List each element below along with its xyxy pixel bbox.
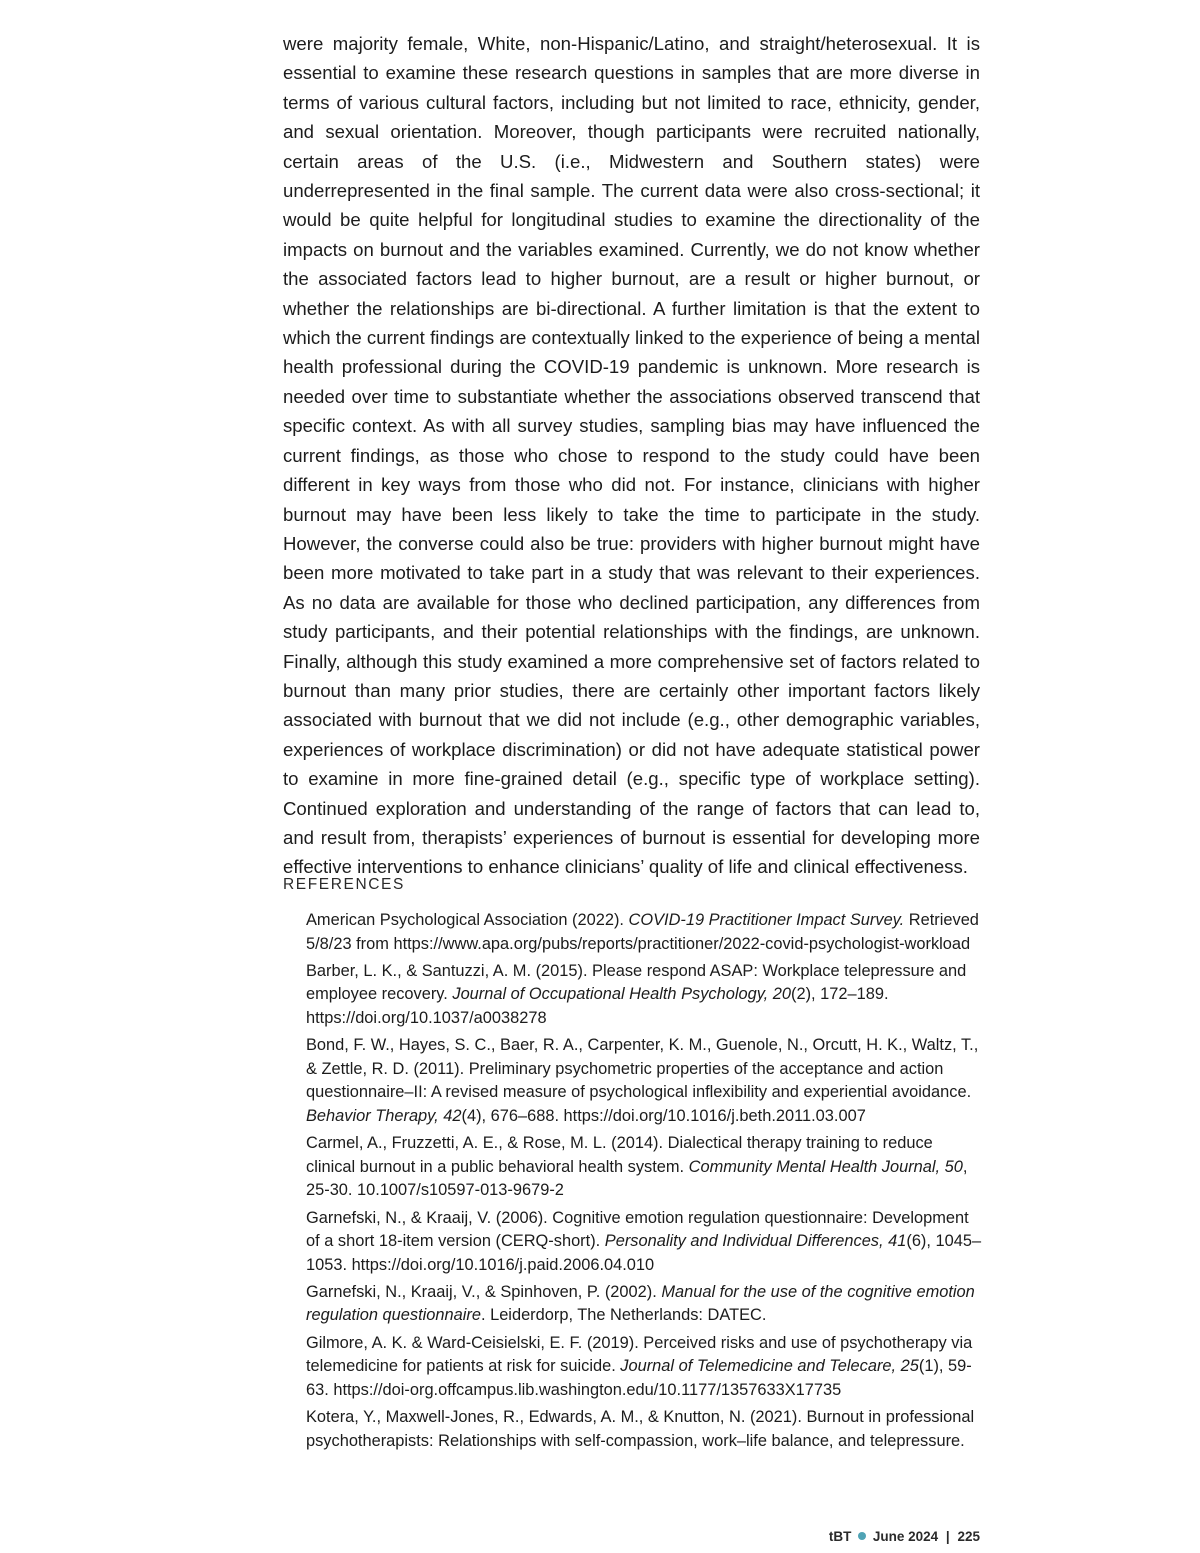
reference-item: Bond, F. W., Hayes, S. C., Baer, R. A., Carpenter, K. M., Guenole, N., Orcutt, H. K., Waltz, T., & Zettle, R. D. (2011). Preliminary psychometric properties of the acceptance and action questionnaire–II: A revised measure of psychological inflexibility and experiential avoidance. Behavior Therapy, 42(4), 676–688. https://doi.org/10.1016/j.beth.2011.03.007 (306, 1036, 979, 1125)
reference-item: Barber, L. K., & Santuzzi, A. M. (2015). Please respond ASAP: Workplace telepressure and employee recovery. Journal of Occupational Health Psychology, 20(2), 172–189. https://doi.org/10.1037/a0038278 (306, 961, 967, 1027)
reference-item: Carmel, A., Fruzzetti, A. E., & Rose, M. L. (2014). Dialectical therapy training to reduce clinical burnout in a public behavioral health system. Community Mental Health Journal, 50, 25-30. 10.1007/s10597-013-9679-2 (306, 1134, 968, 1200)
reference-item: Gilmore, A. K. & Ward-Ceisielski, E. F. (2019). Perceived risks and use of psychotherapy via telemedicine for patients at risk for suicide. Journal of Telemedicine and Telecare, 25(1), 59-63. https://doi-org.offcampus.lib.washington.edu/10.1177/1357633X17735 (306, 1333, 973, 1399)
issue-date: June 2024 (872, 1529, 939, 1544)
journal-name: tBT (828, 1529, 852, 1544)
page-footer (829, 1529, 980, 1544)
references-list (306, 909, 982, 1457)
body-paragraph: were majority female, White, non-Hispanic/Latino, and straight/heterosexual. It is essential to examine these research questions in samples that are more diverse in terms of various cultural factors, including but not limited to race, ethnicity, gender, and sexual orientation. Moreover, though participants were recruited nationally, certain areas of the U.S. (i.e., Midwestern and Southern states) were underrepresented in the final sample. The current data were also cross-sectional; it would be quite helpful for longitudinal studies to examine the directionality of the impacts on burnout and the variables examined. Currently, we do not know whether the associated factors lead to higher burnout, are a result or higher burnout, or whether the relationships are bi-directional. A further limitation is that the extent to which the current findings are contextually linked to the experience of being a mental health professional during the COVID-19 pandemic is unknown. More research is needed over time to substantiate whether the associations observed transcend that specific context. As with all survey studies, sampling bias may have influenced the current findings, as those who chose to respond to the study could have been different in key ways from those who did not. For instance, clinicians with higher burnout may have been less likely to take the time to participate in the study. However, the converse could also be true: providers with higher burnout might have been more motivated to take part in a study that was relevant to their experiences. As no data are available for those who declined participation, any differences from study participants, and their potential relationships with the findings, are unknown. Finally, although this study examined a more comprehensive set of factors related to burnout than many prior studies, there are certainly other important factors likely associated with burnout that we did not include (e.g., other demographic variables, experiences of workplace discrimination) or did not have adequate statistical power to examine in more fine-grained detail (e.g., specific type of workplace setting). Continued exploration and understanding of the range of factors that can lead to, and result from, therapists’ experiences of burnout is essential for developing more effective interventions to enhance clinicians’ quality of life and clinical effectiveness. (283, 33, 980, 878)
page-number: 225 (957, 1529, 980, 1544)
reference-item: Kotera, Y., Maxwell-Jones, R., Edwards, A. M., & Knutton, N. (2021). Burnout in professional psychotherapists: Relationships with self-compassion, work–life balance, and telepressure. (306, 1408, 975, 1450)
references-heading: REFERENCES (283, 876, 405, 893)
reference-item: American Psychological Association (2022). COVID-19 Practitioner Impact Survey. Retrieved 5/8/23 from https://www.apa.org/pubs/reports/practitioner/2022-covid-psychologist-workload (306, 911, 979, 953)
reference-item: Garnefski, N., Kraaij, V., & Spinhoven, P. (2002). Manual for the use of the cognitive emotion regulation questionnaire. Leiderdorp, The Netherlands: DATEC. (306, 1282, 975, 1325)
separator: | (945, 1529, 950, 1544)
bullet-dot-icon (858, 1532, 866, 1540)
reference-item: Garnefski, N., & Kraaij, V. (2006). Cognitive emotion regulation questionnaire: Development of a short 18-item version (CERQ-short). Personality and Individual Differences, 41(6), 1045–1053. https://doi.org/10.1016/j.paid.2006.04.010 (306, 1208, 982, 1274)
